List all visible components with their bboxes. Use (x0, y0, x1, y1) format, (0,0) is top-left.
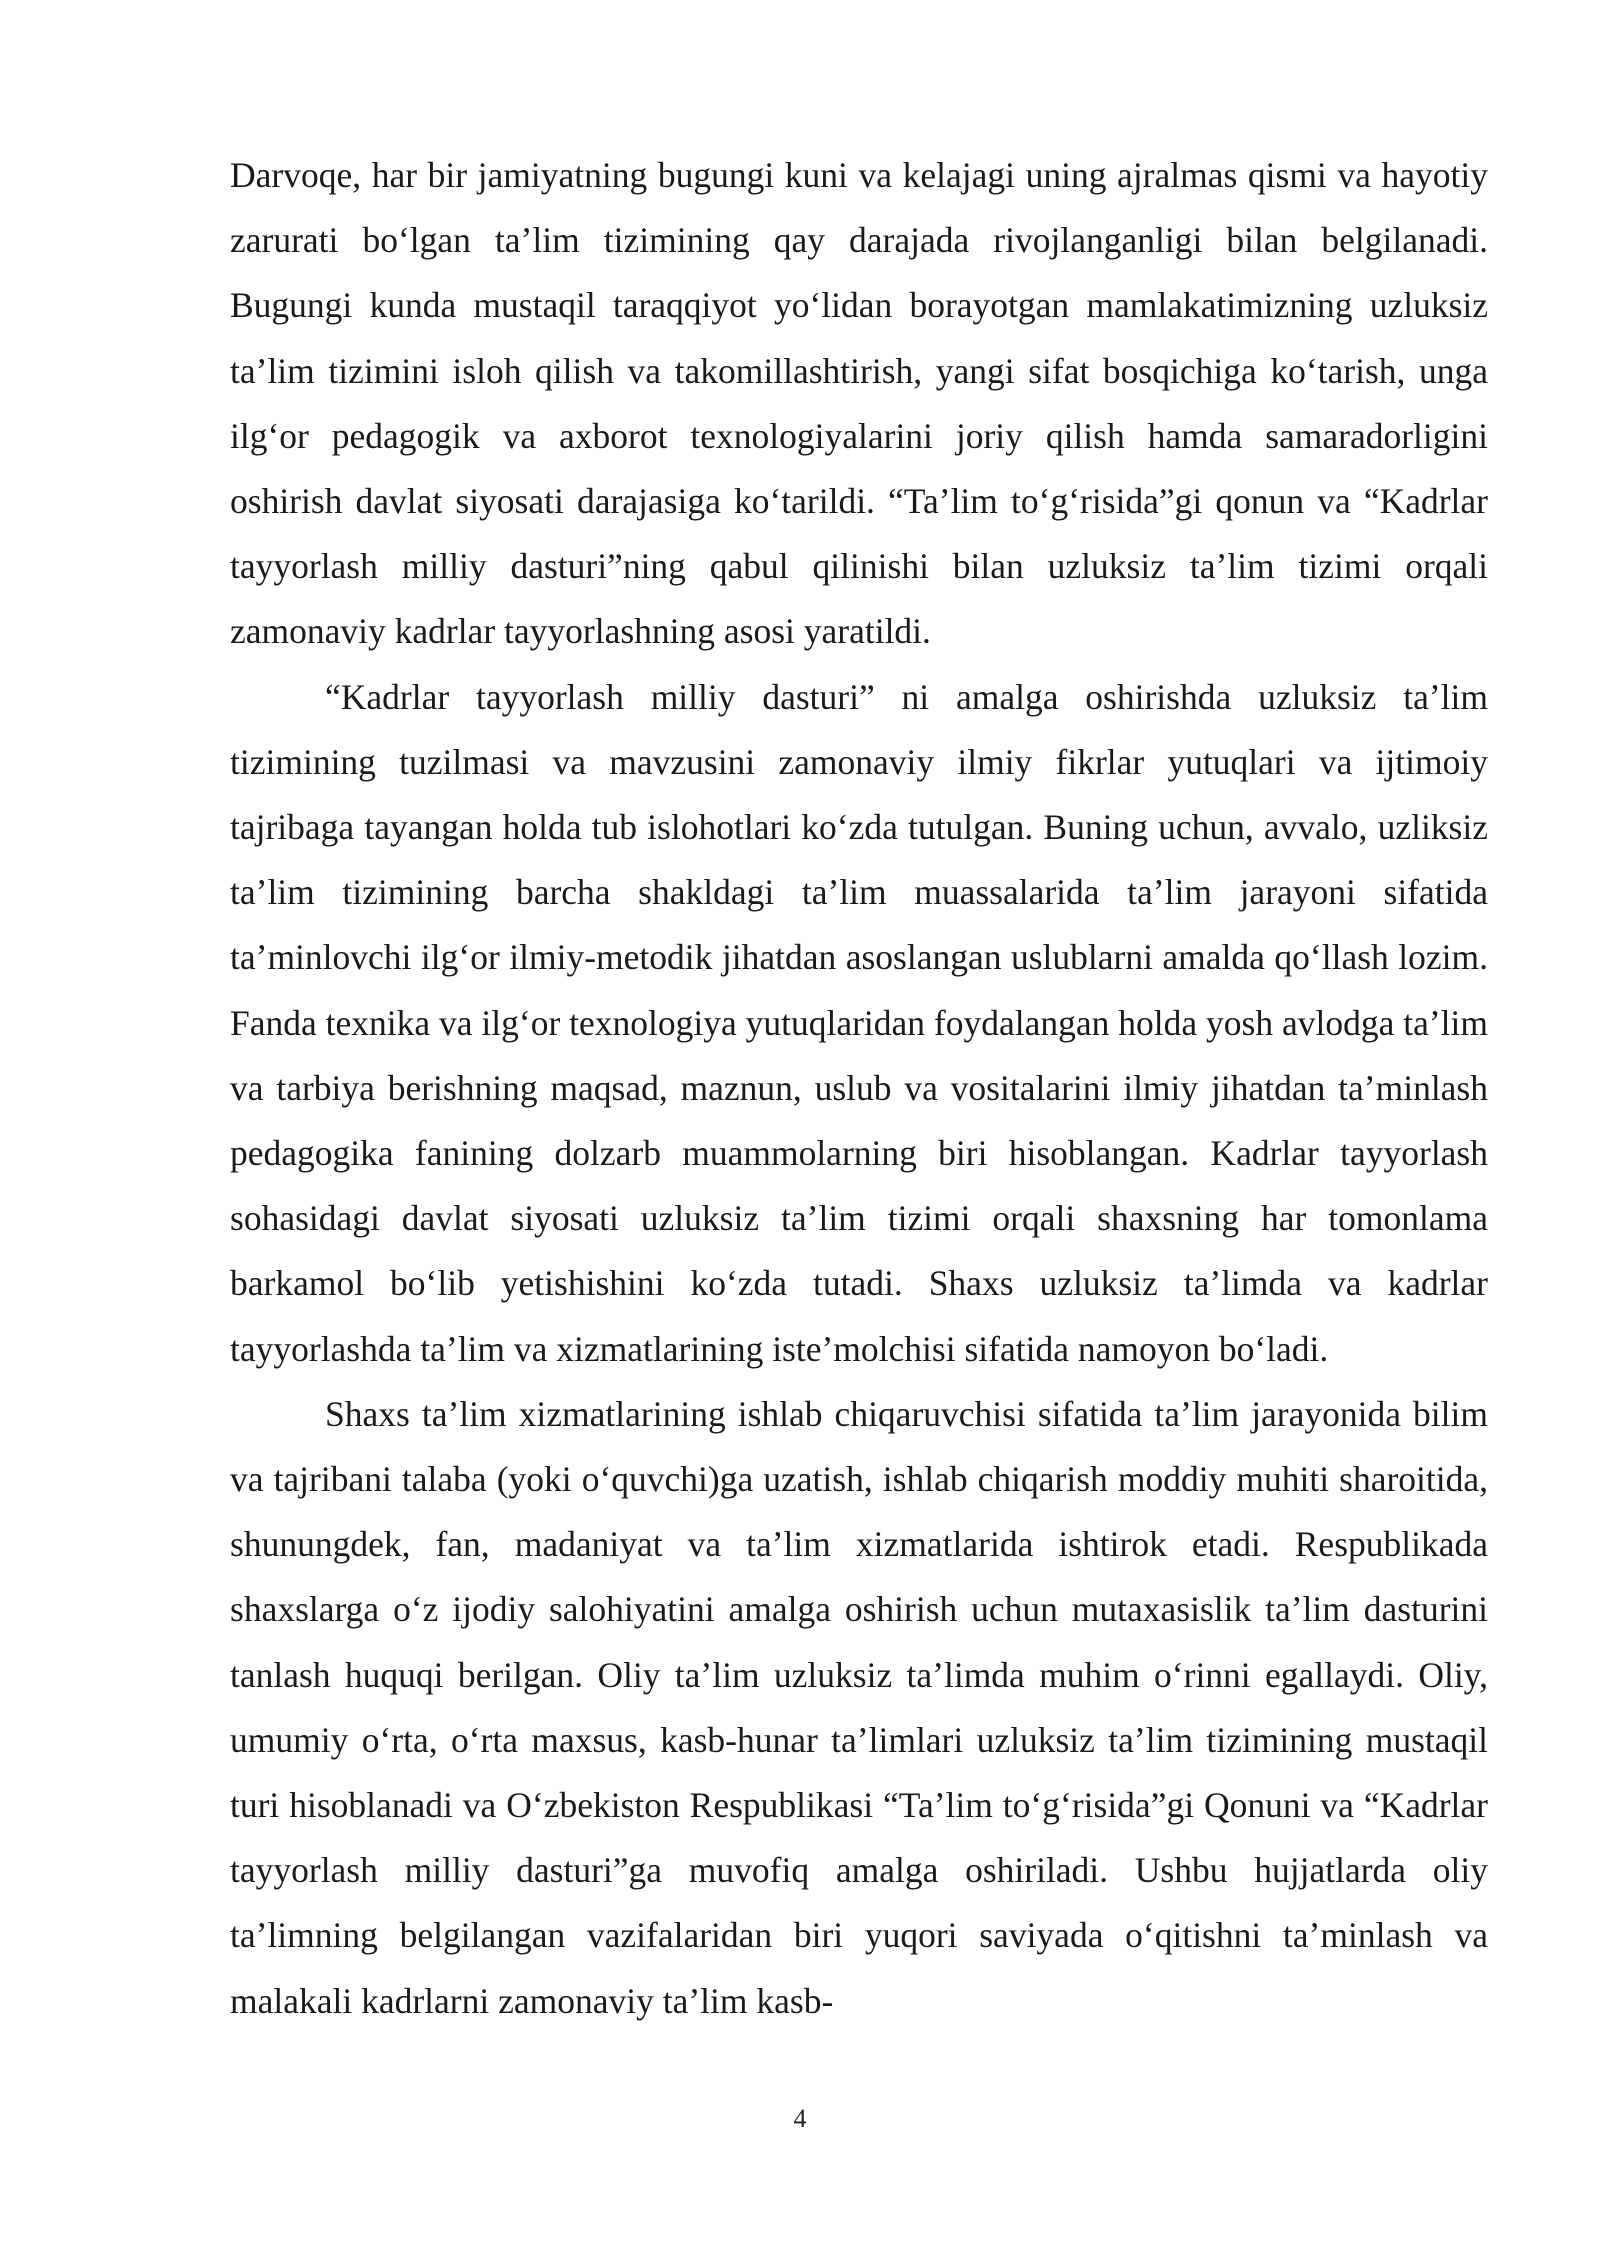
body-text (230, 143, 1488, 2034)
paragraph-2: “Kadrlar tayyorlash milliy dasturi” ni amalga oshirishda uzluksiz taʼlim tizimining tuzilmasi va mavzusini zamonaviy ilmiy fikrlar yutuqlari va ijtimoiy tajribaga tayangan holda tub islohotlari koʻzda tutulgan. Buning uchun, avvalo, uzliksiz taʼlim tizimining barcha shakldagi taʼlim muassalarida taʼlim jarayoni sifatida taʼminlovchi ilgʻor ilmiy-metodik jihatdan asoslangan uslublarni amalda qoʻllash lozim. Fanda texnika va ilgʻor texnologiya yutuqlaridan foydalangan holda yosh avlodga taʼlim va tarbiya berishning maqsad, maznun, uslub va vositalarini ilmiy jihatdan taʼminlash pedagogika fanining dolzarb muammolarning biri hisoblangan. Kadrlar tayyorlash sohasidagi davlat siyosati uzluksiz taʼlim tizimi orqali shaxsning har tomonlama barkamol boʻlib yetishishini koʻzda tutadi. Shaxs uzluksiz taʼlimda va kadrlar tayyorlashda taʼlim va xizmatlarining isteʼmolchisi sifatida namoyon boʻladi. (230, 676, 1488, 1369)
page-number: 4 (793, 2104, 807, 2133)
paragraph-3: Shaxs taʼlim xizmatlarining ishlab chiqaruvchisi sifatida taʼlim jarayonida bilim va tajribani talaba (yoki oʻquvchi)ga uzatish, ishlab chiqarish moddiy muhiti sharoitida, shunungdek, fan, madaniyat va taʼlim xizmatlarida ishtirok etadi. Respublikada shaxslarga oʻz ijodiy salohiyatini amalga oshirish uchun mutaxasislik taʼlim dasturini tanlash huquqi berilgan. Oliy taʼlim uzluksiz taʼlimda muhim oʻrinni egallaydi. Oliy, umumiy oʻrta, oʻrta maxsus, kasb-hunar taʼlimlari uzluksiz taʼlim tizimining mustaqil turi hisoblanadi va Oʻzbekiston Respublikasi “Taʼlim toʻgʻrisida”gi Qonuni va “Kadrlar tayyorlash milliy dasturi”ga muvofiq amalga oshiriladi. Ushbu hujjatlarda oliy taʼlimning belgilangan vazifalaridan biri yuqori saviyada oʻqitishni taʼminlash va malakali kadrlarni zamonaviy taʼlim kasb- (230, 1393, 1488, 2021)
paragraph-1: Darvoqe, har bir jamiyatning bugungi kuni va kelajagi uning ajralmas qismi va hayotiy zarurati boʻlgan taʼlim tizimining qay darajada rivojlanganligi bilan belgilanadi. Bugungi kunda mustaqil taraqqiyot yoʻlidan borayotgan mamlakatimizning uzluksiz taʼlim tizimini isloh qilish va takomillashtirish, yangi sifat bosqichiga koʻtarish, unga ilgʻor pedagogik va axborot texnologiyalarini joriy qilish hamda samaradorligini oshirish davlat siyosati darajasiga koʻtarildi. “Taʼlim toʻgʻrisida”gi qonun va “Kadrlar tayyorlash milliy dasturi”ning qabul qilinishi bilan uzluksiz taʼlim tizimi orqali zamonaviy kadrlar tayyorlashning asosi yaratildi. (230, 155, 1488, 652)
